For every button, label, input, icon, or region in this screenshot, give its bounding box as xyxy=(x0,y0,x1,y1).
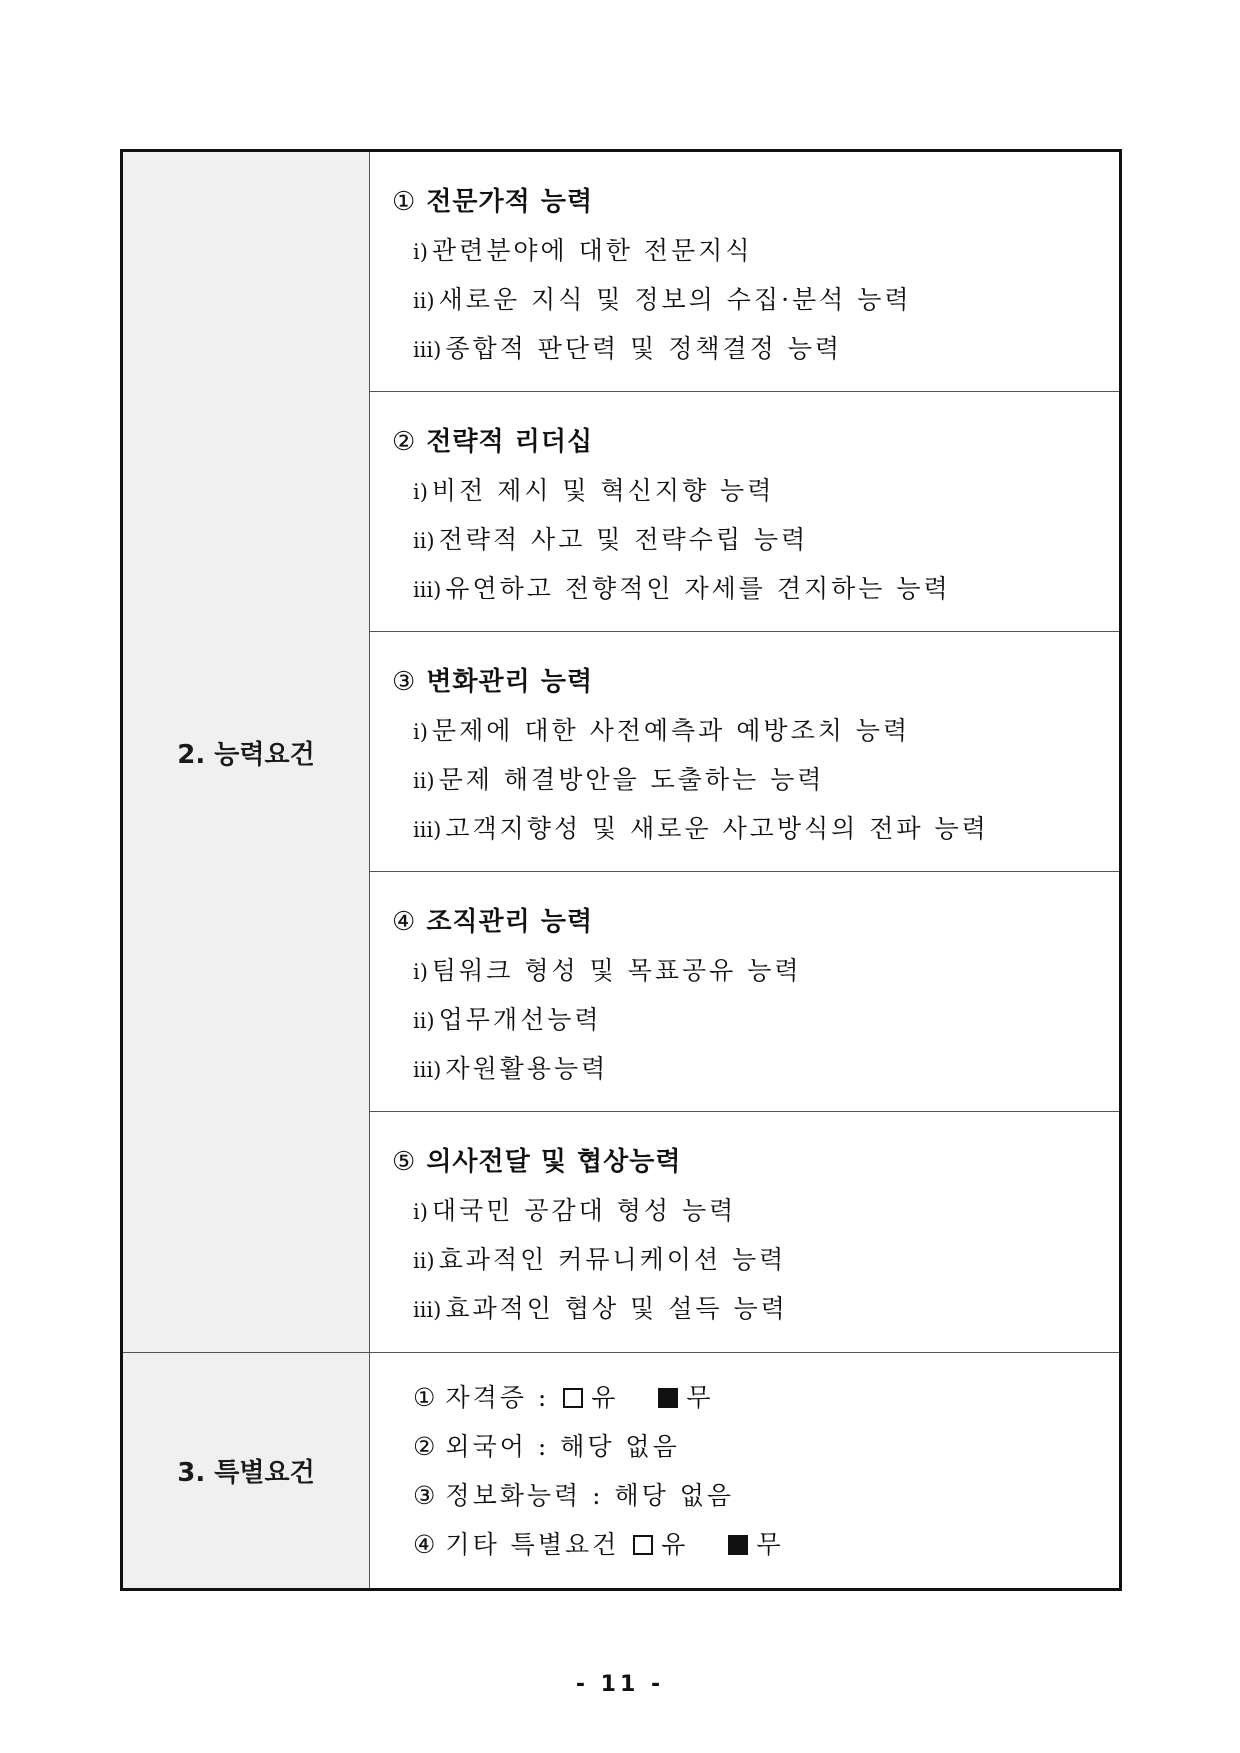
group-title xyxy=(392,418,1119,466)
list-item xyxy=(392,466,1119,515)
option-no-label: 무 xyxy=(756,1530,784,1559)
list-item-text: 새로운 지식 및 정보의 수집·분석 능력 xyxy=(438,285,912,314)
list-item-text: 관련분야에 대한 전문지식 xyxy=(431,236,753,265)
roman-numeral: ⅰ) xyxy=(413,240,428,264)
group-title xyxy=(392,898,1119,946)
roman-numeral: ⅲ) xyxy=(413,338,442,362)
roman-numeral: ⅱ) xyxy=(413,769,435,793)
group-number: ② xyxy=(392,427,417,457)
group-title-text: 의사전달 및 협상능력 xyxy=(426,1147,682,1177)
roman-numeral: ⅲ) xyxy=(413,578,442,602)
group-title xyxy=(392,658,1119,706)
ability-group-communication-negotiation xyxy=(370,1112,1119,1352)
group-number: ④ xyxy=(392,907,417,937)
item-number: ③ xyxy=(413,1481,436,1510)
requirements-table xyxy=(120,149,1122,1591)
ability-group-organization-management xyxy=(370,872,1119,1112)
group-title-text: 변화관리 능력 xyxy=(426,667,594,697)
group-title-text: 조직관리 능력 xyxy=(426,907,594,937)
list-item-text: 효과적인 협상 및 설득 능력 xyxy=(445,1294,788,1323)
ability-requirements-row xyxy=(122,151,1121,1353)
list-item-text: 업무개선능력 xyxy=(438,1005,602,1034)
ability-group-strategic-leadership xyxy=(370,392,1119,632)
special-item-text: 자격증 : xyxy=(445,1383,550,1412)
list-item-text: 종합적 판단력 및 정책결정 능력 xyxy=(445,334,843,363)
unchecked-box-icon xyxy=(633,1535,653,1555)
option-yes-label: 유 xyxy=(591,1383,619,1412)
unchecked-box-icon xyxy=(563,1388,583,1408)
list-item-text: 문제 해결방안을 도출하는 능력 xyxy=(438,765,825,794)
roman-numeral: ⅲ) xyxy=(413,818,442,842)
roman-numeral: ⅰ) xyxy=(413,480,428,504)
list-item xyxy=(392,324,1119,373)
list-item xyxy=(392,706,1119,755)
item-number: ④ xyxy=(413,1530,436,1559)
roman-numeral: ⅱ) xyxy=(413,289,435,313)
section-label-special: 3. 특별요건 xyxy=(122,1353,370,1590)
list-item-text: 비전 제시 및 혁신지향 능력 xyxy=(431,476,775,505)
special-requirements-cell xyxy=(370,1353,1121,1590)
special-item-text: 외국어 : 해당 없음 xyxy=(445,1432,680,1461)
roman-numeral: ⅰ) xyxy=(413,720,428,744)
group-title-text: 전략적 리더십 xyxy=(426,427,594,457)
list-item xyxy=(392,275,1119,324)
group-title-text: 전문가적 능력 xyxy=(426,187,594,217)
special-item-text: 정보화능력 : 해당 없음 xyxy=(445,1481,735,1510)
list-item xyxy=(392,515,1119,564)
roman-numeral: ⅱ) xyxy=(413,1009,435,1033)
group-number: ① xyxy=(392,187,417,217)
group-title xyxy=(392,178,1119,226)
item-number: ② xyxy=(413,1432,436,1461)
option-yes-label: 유 xyxy=(661,1530,689,1559)
section-label-ability: 2. 능력요건 xyxy=(122,151,370,1353)
special-item-certificate xyxy=(413,1373,1119,1422)
list-item-text: 대국민 공감대 형성 능력 xyxy=(431,1196,737,1225)
roman-numeral: ⅱ) xyxy=(413,1249,435,1273)
group-title xyxy=(392,1138,1119,1186)
ability-groups-cell xyxy=(370,151,1121,1353)
list-item xyxy=(392,1235,1119,1284)
item-number: ① xyxy=(413,1383,436,1412)
group-number: ③ xyxy=(392,667,417,697)
list-item xyxy=(392,1186,1119,1235)
list-item xyxy=(392,755,1119,804)
list-item xyxy=(392,946,1119,995)
page-number: - 11 - xyxy=(575,1672,665,1697)
list-item-text: 문제에 대한 사전예측과 예방조치 능력 xyxy=(431,716,911,745)
ability-group-professional xyxy=(370,152,1119,392)
list-item xyxy=(392,564,1119,613)
checked-box-icon xyxy=(658,1388,678,1408)
list-item xyxy=(392,1284,1119,1333)
roman-numeral: ⅰ) xyxy=(413,960,428,984)
special-requirements-row xyxy=(122,1353,1121,1590)
special-item-text: 기타 특별요건 xyxy=(445,1530,620,1559)
list-item xyxy=(392,226,1119,275)
group-number: ⑤ xyxy=(392,1147,417,1177)
list-item-text: 고객지향성 및 새로운 사고방식의 전파 능력 xyxy=(445,814,989,843)
list-item-text: 전략적 사고 및 전략수립 능력 xyxy=(438,525,809,554)
list-item-text: 효과적인 커뮤니케이션 능력 xyxy=(438,1245,787,1274)
list-item-text: 자원활용능력 xyxy=(445,1054,609,1083)
list-item xyxy=(392,1044,1119,1093)
special-item-it-skills xyxy=(413,1471,1119,1520)
list-item-text: 팀워크 형성 및 목표공유 능력 xyxy=(431,956,802,985)
special-item-other xyxy=(413,1520,1119,1569)
list-item-text: 유연하고 전향적인 자세를 견지하는 능력 xyxy=(445,574,951,603)
option-no-label: 무 xyxy=(686,1383,714,1412)
roman-numeral: ⅱ) xyxy=(413,529,435,553)
roman-numeral: ⅰ) xyxy=(413,1200,428,1224)
special-requirements-list xyxy=(370,1353,1119,1588)
special-item-foreign-language xyxy=(413,1422,1119,1471)
list-item xyxy=(392,995,1119,1044)
roman-numeral: ⅲ) xyxy=(413,1298,442,1322)
checked-box-icon xyxy=(728,1535,748,1555)
list-item xyxy=(392,804,1119,853)
ability-group-change-management xyxy=(370,632,1119,872)
roman-numeral: ⅲ) xyxy=(413,1058,442,1082)
